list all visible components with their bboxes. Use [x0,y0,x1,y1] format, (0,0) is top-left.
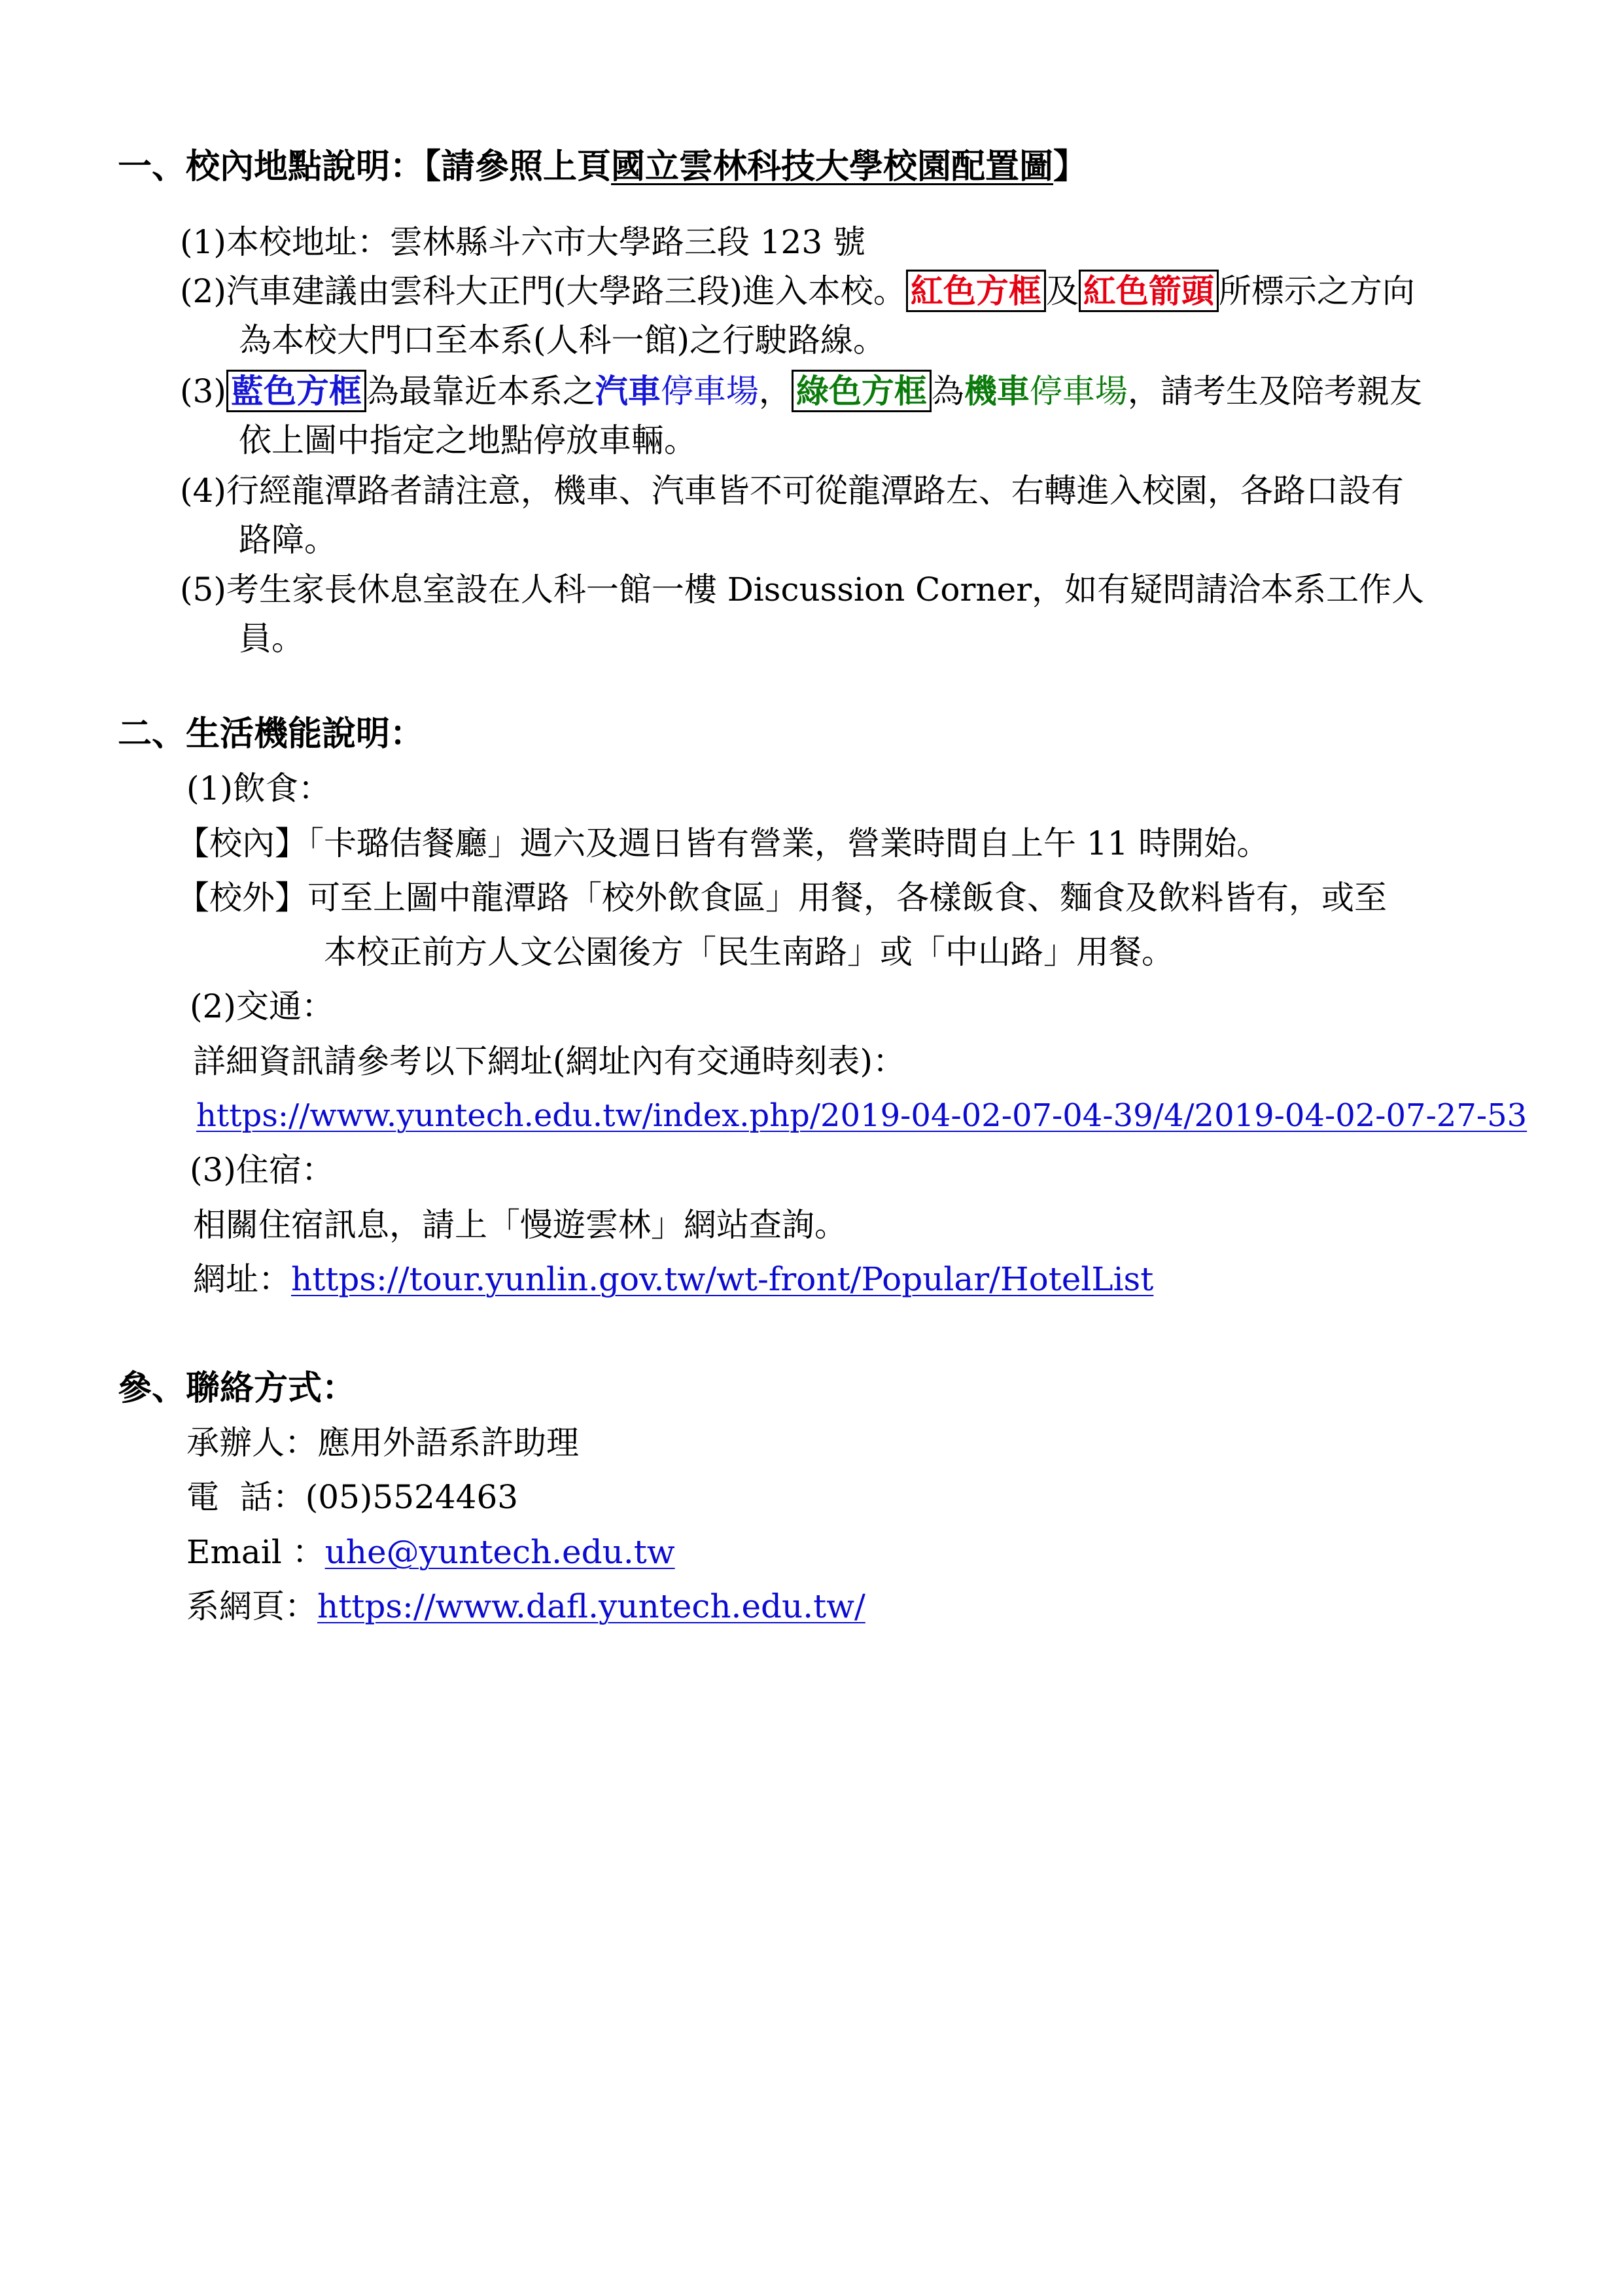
parking-prefix: (3) [180,372,226,410]
transport-title: (2)交通： [190,987,334,1025]
car-route-suffix: 所標示之方向 [1218,272,1415,310]
food-on-campus: 【校內】「卡璐佶餐廳」週六及週日皆有營業，營業時間自上午 11 時開始。 [177,824,1270,862]
and-text: 及 [1045,272,1079,310]
red-arrow-label: 紅色箭頭 [1079,270,1219,312]
contact-email [186,1529,675,1575]
lodging-url-label: 網址： [193,1260,291,1298]
food-title: (1)飲食： [186,769,331,807]
green-box-label: 綠色方框 [792,370,932,412]
red-box-label: 紅色方框 [906,270,1046,312]
item-car-route-cont: 為本校大門口至本系(人科一館)之行駛路線。 [239,321,886,359]
phone-label: 電 話： [186,1478,305,1516]
motorcycle-label: 機車 [964,372,1030,410]
item-parking-cont: 依上圖中指定之地點停放車輛。 [239,421,697,459]
contact-website [186,1583,865,1629]
item-longtan-road-cont: 路障。 [239,521,337,559]
campus-map-reference: 國立雲林科技大學校園配置圖 [611,147,1054,186]
transport-text: 詳細資訊請參考以下網址(網址內有交通時刻表)： [193,1042,906,1080]
lodging-text: 相關住宿訊息，請上「慢遊雲林」網站查詢。 [193,1206,847,1244]
item-car-route [180,268,1415,314]
section3-heading: 參、聯絡方式： [118,1369,357,1408]
parking-comma: ， [758,372,792,410]
item-rest-room-cont: 員。 [239,620,304,658]
contact-person: 承辦人：應用外語系許助理 [186,1424,579,1462]
car-parking-label: 停車場 [660,372,759,410]
section1-heading-bracket: 】 [1053,147,1088,186]
item-rest-room: (5)考生家長休息室設在人科一館一樓 Discussion Corner，如有疑問請洽本系工作人 [180,571,1425,609]
transport-link[interactable]: https://www.yuntech.edu.tw/index.php/2019-04-02-07-04-39/4/2019-04-02-07-27-53 [196,1097,1527,1134]
email-label: Email ： [186,1533,325,1571]
email-link[interactable]: uhe@yuntech.edu.tw [324,1533,675,1571]
transport-url-line [196,1093,1527,1139]
contact-phone [186,1474,518,1520]
motorcycle-parking-label: 停車場 [1029,372,1128,410]
parking-text-2: 為 [931,372,964,410]
section1-heading-text: 一、校內地點說明：【請參照上頁 [118,147,612,186]
car-label: 汽車 [595,372,661,410]
lodging-title: (3)住宿： [190,1151,334,1189]
parking-text-3: ，請考生及陪考親友 [1127,372,1422,410]
blue-box-label: 藍色方框 [226,370,366,412]
section1-heading [118,144,1087,190]
item-longtan-road: (4)行經龍潭路者請注意，機車、汽車皆不可從龍潭路左、右轉進入校園，各路口設有 [180,472,1404,510]
lodging-link[interactable]: https://tour.yunlin.gov.tw/wt-front/Popular/HotelList [291,1260,1154,1298]
item-address: (1)本校地址：雲林縣斗六市大學路三段 123 號 [180,223,866,261]
item-parking [180,368,1422,414]
parking-text-1: 為最靠近本系之 [366,372,595,410]
website-label: 系網頁： [186,1587,317,1625]
lodging-url-line [193,1256,1153,1302]
food-off-campus-cont: 本校正前方人文公園後方「民生南路」或「中山路」用餐。 [324,933,1174,971]
food-off-campus: 【校外】可至上圖中龍潭路「校外飲食區」用餐，各樣飯食、麵食及飲料皆有，或至 [177,879,1387,917]
website-link[interactable]: https://www.dafl.yuntech.edu.tw/ [317,1587,865,1625]
section2-heading: 二、生活機能說明： [118,715,425,754]
phone-number: (05)5524463 [305,1478,519,1516]
car-route-text: (2)汽車建議由雲科大正門(大學路三段)進入本校。 [180,272,906,310]
